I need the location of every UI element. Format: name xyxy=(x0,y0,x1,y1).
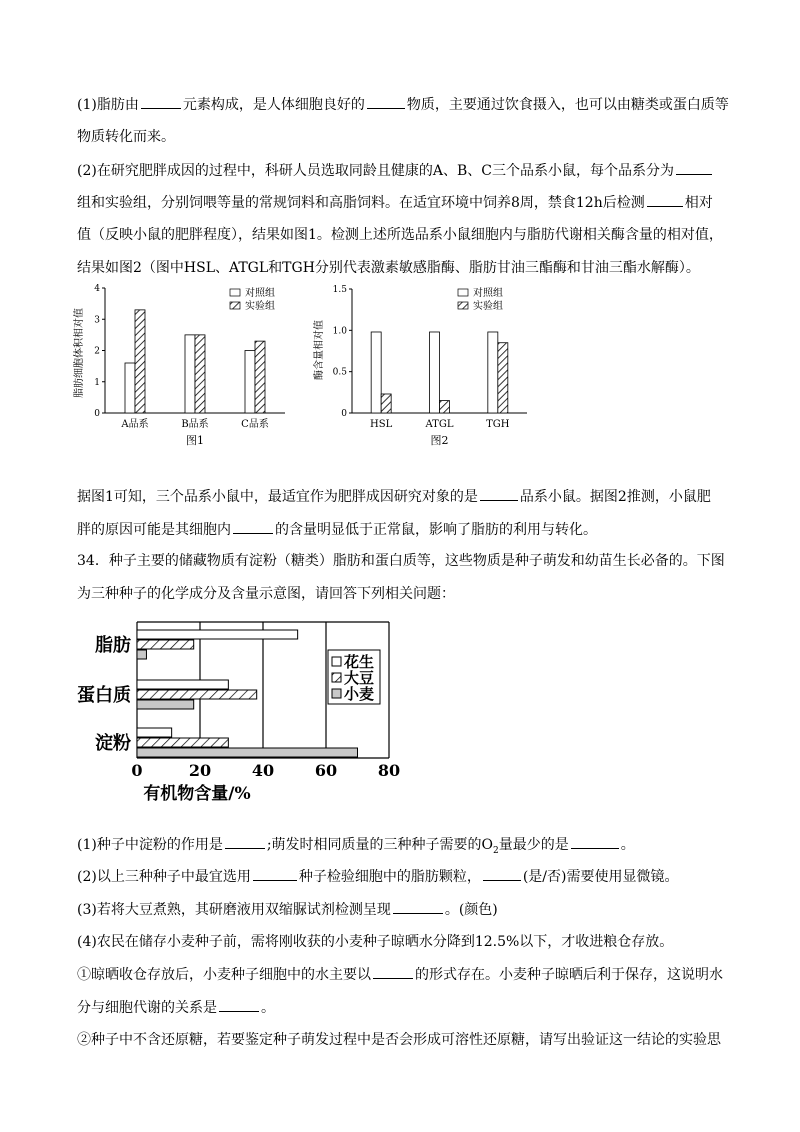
fig1-ylabel: 脂肪细胞体积相对值 xyxy=(74,308,85,398)
legend-label: 实验组 xyxy=(245,301,275,312)
question-text: 分与细胞代谢的关系是 xyxy=(77,1000,217,1016)
q2-line-1 xyxy=(77,160,714,181)
figure-1-chart xyxy=(70,280,300,455)
answer-blank[interactable] xyxy=(676,160,712,175)
bar-soybean xyxy=(137,738,228,747)
x-tick-label: 0 xyxy=(131,761,143,780)
question-text: (2)以上三种种子中最宜选用 xyxy=(77,869,251,885)
y-tick-label: 0.5 xyxy=(332,367,347,378)
answer-blank[interactable] xyxy=(233,519,273,534)
x-tick-label: 20 xyxy=(188,761,212,780)
q1-text-c: 物质，主要通过饮食摄入，也可以由糖类或蛋白质等 xyxy=(406,97,729,113)
question-text: 。 xyxy=(620,837,635,853)
q2-text: 组和实验组，分别饲喂等量的常规饲料和高脂饲料。在适宜环境中饲养8周，禁食12h后检测 xyxy=(77,195,645,211)
figure-caption: 图2 xyxy=(430,434,449,447)
y-tick-label: 淀粉 xyxy=(95,733,131,754)
bar-wheat xyxy=(137,650,146,659)
question-text: 。(颜色) xyxy=(444,902,498,918)
question-text: 量最少的是 xyxy=(498,837,569,853)
bar-peanut xyxy=(137,680,228,689)
y-tick-label: 0 xyxy=(341,409,347,419)
y-tick-label: 1 xyxy=(94,377,100,388)
x-axis-label: 有机物含量/% xyxy=(143,784,251,804)
question-5 xyxy=(77,964,723,985)
y-tick-label: 脂肪 xyxy=(95,635,131,656)
answer-blank[interactable] xyxy=(225,834,265,849)
q2-text: 相对 xyxy=(684,195,713,211)
question-1 xyxy=(77,834,635,861)
x-tick-label: HSL xyxy=(370,419,393,430)
after-text: 的含量明显低于正常鼠，影响了脂肪的利用与转化。 xyxy=(275,522,597,538)
bar-peanut xyxy=(137,630,298,639)
bar-wheat xyxy=(137,700,194,709)
legend-swatch xyxy=(332,673,341,682)
answer-blank[interactable] xyxy=(373,964,413,979)
answer-blank[interactable] xyxy=(253,866,297,881)
bar-control xyxy=(185,335,195,413)
y-tick-label: 2 xyxy=(94,346,100,357)
figure-caption: 图1 xyxy=(186,434,204,447)
legend-swatch xyxy=(458,289,468,296)
bar-control xyxy=(245,351,255,414)
q2-line-3: 值（反映小鼠的肥胖程度），结果如图1。检测上述所选品系小鼠细胞内与脂肪代谢相关酶含量的相对值， xyxy=(77,227,723,243)
bar-experiment xyxy=(381,394,391,413)
y-tick-label: 蛋白质 xyxy=(77,685,131,706)
bar-soybean xyxy=(137,640,194,649)
after-line-1 xyxy=(77,486,711,507)
y-tick-label: 4 xyxy=(94,284,100,294)
q1-line-2: 物质转化而来。 xyxy=(77,129,175,145)
q34-line-1: 34．种子主要的储藏物质有淀粉（糖类）脂肪和蛋白质等，这些物质是种子萌发和幼苗生长必备的。下图 xyxy=(77,553,725,569)
q2-line-2 xyxy=(77,192,713,213)
q1-text-b: 元素构成，是人体细胞良好的 xyxy=(182,97,365,113)
question-text: ;萌发时相同质量的三种种子需要的O xyxy=(266,837,494,853)
x-tick-label: ATGL xyxy=(425,419,454,430)
bar-control xyxy=(371,332,381,413)
answer-blank[interactable] xyxy=(480,486,518,501)
question-text: ①晾晒收仓存放后，小麦种子细胞中的水主要以 xyxy=(77,967,371,983)
bar-control xyxy=(488,332,498,413)
legend-label: 对照组 xyxy=(473,288,503,299)
legend-swatch xyxy=(230,289,240,296)
answer-blank[interactable] xyxy=(483,866,521,881)
question-text: (是/否)需要使用显微镜。 xyxy=(522,869,679,885)
legend-swatch xyxy=(332,689,341,698)
bar-experiment xyxy=(440,401,450,413)
answer-blank[interactable] xyxy=(141,94,181,109)
fig2-ylabel: 酶含量相对值 xyxy=(314,320,325,380)
question-6 xyxy=(77,997,275,1018)
bar-wheat xyxy=(137,748,358,757)
legend-label: 实验组 xyxy=(473,301,503,312)
bar-experiment xyxy=(135,310,145,413)
question-2 xyxy=(77,866,678,887)
bar-experiment xyxy=(498,343,508,413)
legend-label: 花生 xyxy=(344,653,375,671)
figure-3-chart xyxy=(70,610,410,815)
legend-swatch xyxy=(332,657,341,666)
y-tick-label: 1.0 xyxy=(332,326,347,337)
bar-control xyxy=(430,332,440,413)
q2-text: (2)在研究肥胖成因的过程中，科研人员选取同龄且健康的A、B、C三个品系小鼠，每个品系分为 xyxy=(77,163,674,179)
legend-swatch xyxy=(458,302,468,309)
question-text: 的形式存在。小麦种子晾晒后利于保存，这说明水 xyxy=(415,967,723,983)
q1-line-1 xyxy=(77,94,729,115)
question-text: (1)种子中淀粉的作用是 xyxy=(77,837,223,853)
x-tick-label: C品系 xyxy=(241,419,269,430)
y-tick-label: 3 xyxy=(94,315,100,326)
subscript: 2 xyxy=(493,845,499,856)
y-tick-label: 1.5 xyxy=(332,285,347,295)
x-tick-label: 80 xyxy=(377,761,401,780)
bar-peanut xyxy=(137,728,172,737)
legend-label: 大豆 xyxy=(344,669,375,687)
question-text: 。 xyxy=(261,1000,275,1016)
question-text: (3)若将大豆煮熟，其研磨液用双缩脲试剂检测呈现 xyxy=(77,902,391,918)
bar-experiment xyxy=(255,341,265,413)
legend-swatch xyxy=(230,302,240,309)
x-tick-label: TGH xyxy=(486,419,510,430)
bar-control xyxy=(125,363,135,413)
answer-blank[interactable] xyxy=(647,192,683,207)
q1-text-a: (1)脂肪由 xyxy=(77,97,139,113)
after-text: 胖的原因可能是其细胞内 xyxy=(77,522,231,538)
x-tick-label: B品系 xyxy=(181,419,209,430)
legend-label: 对照组 xyxy=(245,288,275,299)
after-text: 据图1可知，三个品系小鼠中，最适宜作为肥胖成因研究对象的是 xyxy=(77,489,478,505)
question-4: (4)农民在储存小麦种子前，需将刚收获的小麦种子晾晒水分降到12.5%以下，才收进粮仓存放。 xyxy=(77,934,674,950)
answer-blank[interactable] xyxy=(219,997,259,1012)
q34-line-2: 为三种种子的化学成分及含量示意图，请回答下列相关问题： xyxy=(77,586,455,602)
figure-2-chart xyxy=(300,280,530,455)
x-tick-label: 60 xyxy=(314,761,338,780)
answer-blank[interactable] xyxy=(571,834,619,849)
question-7: ②种子中不含还原糖，若要鉴定种子萌发过程中是否会形成可溶性还原糖，请写出验证这一结论的实验思 xyxy=(77,1032,721,1048)
q2-line-4: 结果如图2（图中HSL、ATGL和TGH分别代表激素敏感脂酶、脂肪甘油三酯酶和甘油三酯水解酶）。 xyxy=(77,260,700,276)
legend-label: 小麦 xyxy=(344,685,375,703)
x-tick-label: 40 xyxy=(251,761,275,780)
bar-experiment xyxy=(195,335,205,413)
after-text: 品系小鼠。据图2推测，小鼠肥 xyxy=(519,489,711,505)
after-line-2 xyxy=(77,519,597,540)
x-tick-label: A品系 xyxy=(121,419,149,430)
question-text: 种子检验细胞中的脂肪颗粒， xyxy=(298,869,481,885)
question-3 xyxy=(77,899,498,920)
y-tick-label: 0 xyxy=(94,409,100,419)
answer-blank[interactable] xyxy=(393,899,443,914)
bar-soybean xyxy=(137,690,257,699)
answer-blank[interactable] xyxy=(367,94,405,109)
